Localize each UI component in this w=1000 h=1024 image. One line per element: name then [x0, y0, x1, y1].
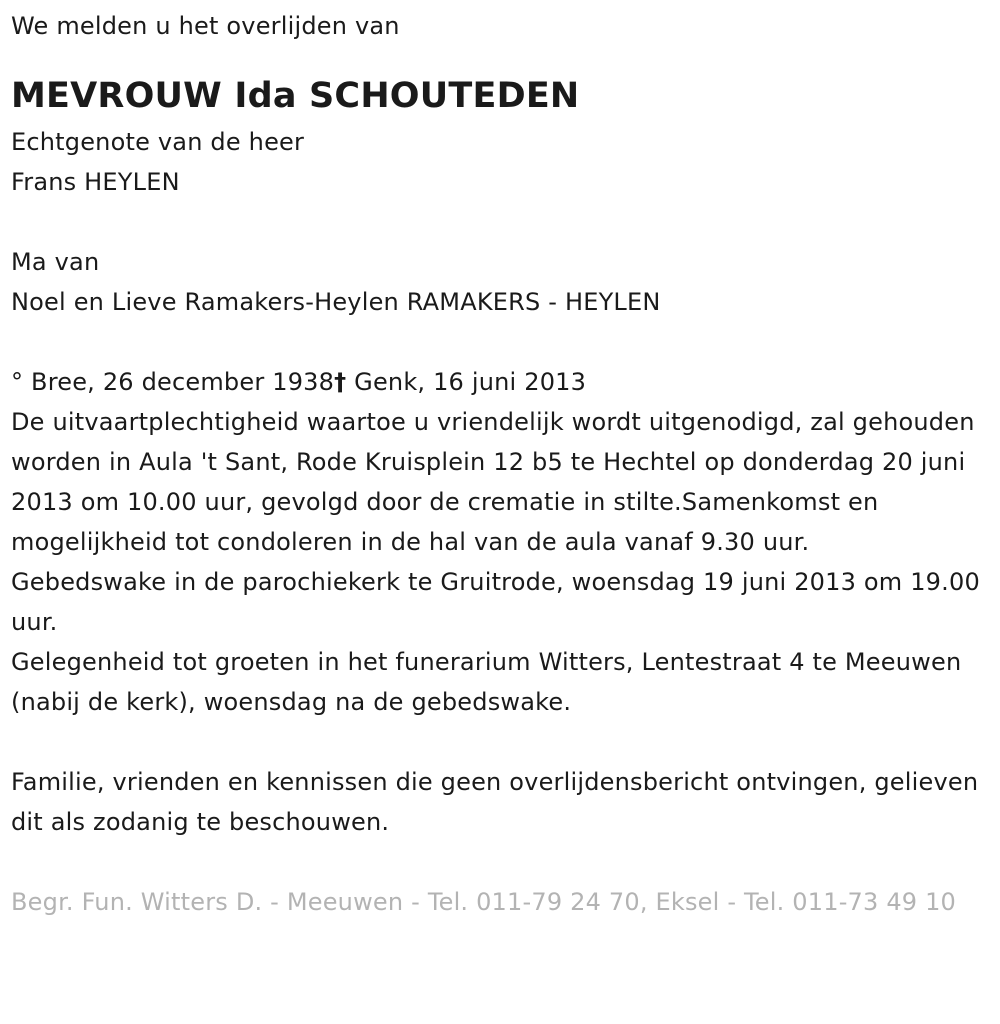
birth-date: ° Bree, 26 december 1938 [11, 368, 335, 396]
vigil-text: Gebedswake in de parochiekerk te Gruitrode, woensdag 19 juni 2013 om 19.00 uur. [11, 568, 980, 636]
ceremony-text: De uitvaartplechtigheid waartoe u vriendelijk wordt uitgenodigd, zal gehouden worden in Aula 't Sant, Rode Kruisplein 12 b5 te Hechtel op donderdag 20 juni 2013 om 10.00 uur, gevolgd door de crematie in stilte.Samenkomst en mogelijkheid tot condoleren in de hal van de aula vanaf 9.30 uur. [11, 408, 975, 556]
funeral-home-info: Begr. Fun. Witters D. - Meeuwen - Tel. 011-79 24 70, Eksel - Tel. 011-73 49 10 [11, 888, 957, 916]
children-names: Noel en Lieve Ramakers-Heylen RAMAKERS - HEYLEN [11, 288, 661, 316]
life-dates [11, 362, 1000, 402]
spouse-name: Frans HEYLEN [11, 168, 180, 196]
cross-icon: † [334, 368, 347, 396]
spacer [11, 322, 1000, 362]
deceased-name: MEVROUW Ida SCHOUTEDEN [11, 76, 580, 116]
visitation-text: Gelegenheid tot groeten in het funerarium Witters, Lentestraat 4 te Meeuwen (nabij de kerk), woensdag na de gebedswake. [11, 648, 962, 716]
spouse-label: Echtgenote van de heer [11, 128, 305, 156]
intro-text: We melden u het overlijden van [11, 12, 400, 40]
spacer [11, 202, 1000, 242]
closing-text: Familie, vrienden en kennissen die geen overlijdensbericht ontvingen, gelieven dit als zodanig te beschouwen. [11, 768, 979, 836]
death-date: Genk, 16 juni 2013 [346, 368, 587, 396]
spacer [11, 722, 1000, 762]
children-label: Ma van [11, 248, 100, 276]
spacer [11, 842, 1000, 882]
